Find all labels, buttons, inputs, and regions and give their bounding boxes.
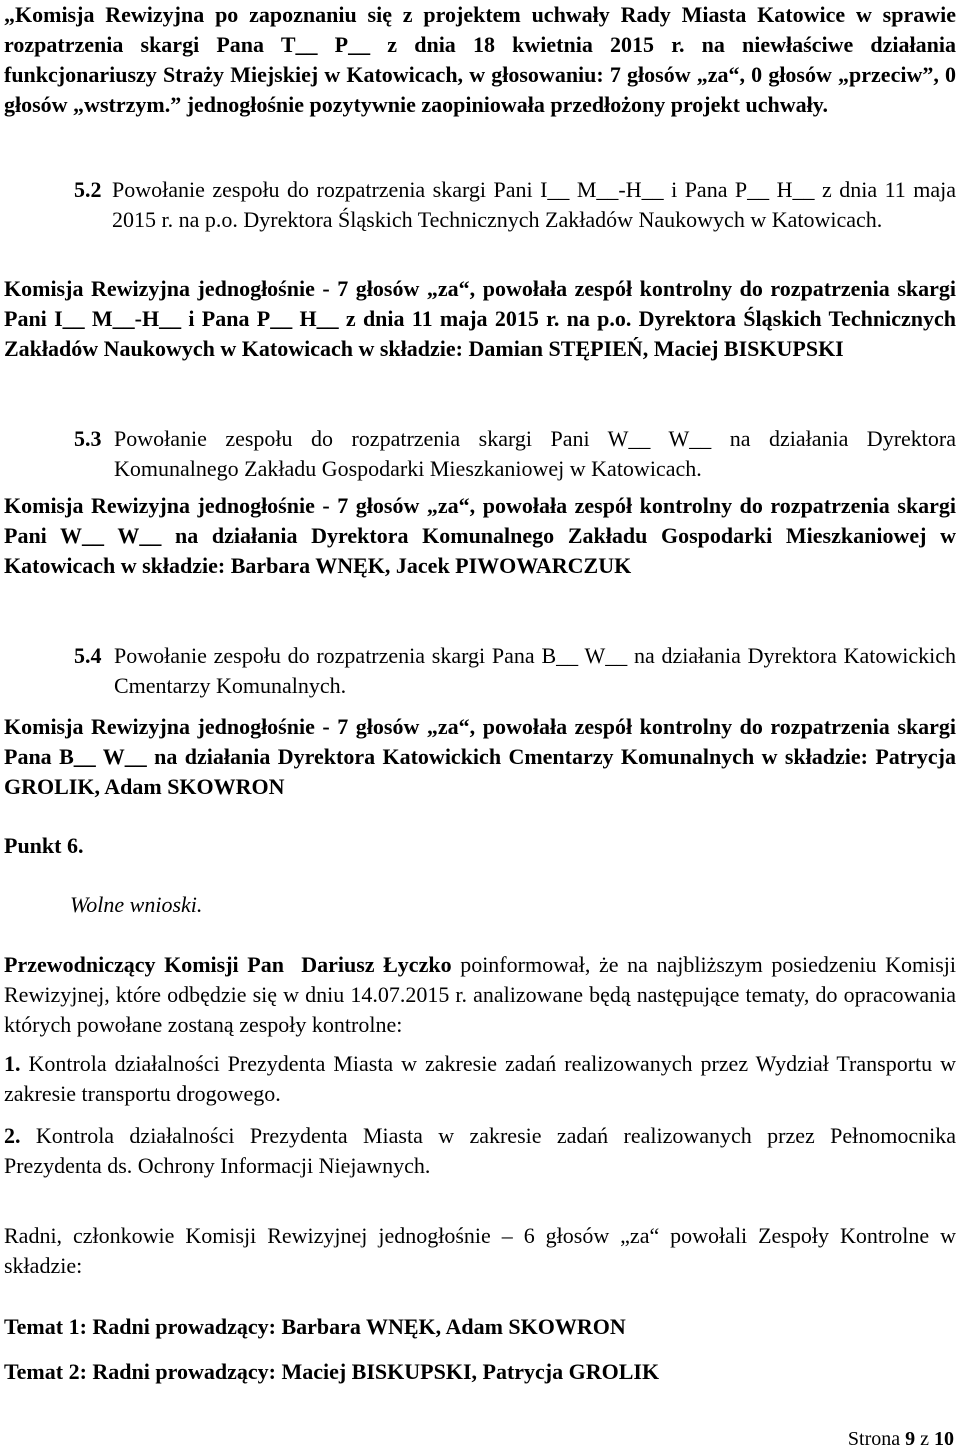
punkt-subtitle: Wolne wnioski. (70, 892, 203, 917)
chairman-paragraph (4, 950, 956, 1040)
decision-text: Komisja Rewizyjna jednogłośnie - 7 głosów „za“, powołała zespół kontrolny do rozpatrzenia skargi Pani W__ W__ na działania Dyrektora Komunalnego Zakładu Gospodarki Mieszkaniowej w Katowicach w składzie: Barbara WNĘK, Jacek PIWOWARCZUK (4, 493, 956, 578)
item-number: 5.4 (74, 643, 102, 668)
decision-text: Komisja Rewizyjna jednogłośnie - 7 głosów „za“, powołała zespół kontrolny do rozpatrzenia skargi Pani I__ M__-H__ i Pana P__ H__ z dnia 11 maja 2015 r. na p.o. Dyrektora Śląskich Technicznych Zakładów Naukowych w Katowicach w składzie: Damian STĘPIEŃ, Maciej BISKUPSKI (4, 276, 956, 361)
item-5-4-decision (4, 712, 956, 802)
intro-text: „Komisja Rewizyjna po zapoznaniu się z projektem uchwały Rady Miasta Katowice w sprawie rozpatrzenia skargi Pana T__ P__ z dnia 18 kwietnia 2015 r. na niewłaściwe działania funkcjonariuszy Straży Miejskiej w Katowicach, w głosowaniu: 7 głosów „za“, 0 głosów „przeciw”, 0 głosów „wstrzym.” jednogłośnie pozytywnie zaopiniowała przedłożony projekt uchwały. (4, 2, 956, 117)
footer-total-pages: 10 (934, 1428, 954, 1450)
item-number: 5.2 (74, 177, 102, 202)
item-number: 5.3 (74, 426, 102, 451)
topic-text: Kontrola działalności Prezydenta Miasta w zakresie zadań realizowanych przez Wydział Transportu w zakresie transportu drogowego. (4, 1051, 956, 1106)
item-title: Powołanie zespołu do rozpatrzenia skargi Pani W__ W__ na działania Dyrektora Komunalnego Zakładu Gospodarki Mieszkaniowej w Katowicach. (114, 426, 956, 481)
footer-separator: z (920, 1428, 929, 1450)
item-5-2-decision (4, 274, 956, 364)
footer-label: Strona (847, 1428, 901, 1450)
intro-paragraph (4, 0, 956, 120)
page-footer (848, 1427, 954, 1451)
resolution-text: Radni, członkowie Komisji Rewizyjnej jednogłośnie – 6 głosów „za“ powołali Zespoły Kontrolne w składzie: (4, 1223, 956, 1278)
topic-1 (4, 1049, 956, 1109)
item-5-4 (74, 641, 956, 701)
team-1: Temat 1: Radni prowadzący: Barbara WNĘK, Adam SKOWRON (4, 1314, 626, 1339)
topic-number: 1. (4, 1051, 21, 1076)
topic-2 (4, 1121, 956, 1181)
item-5-3 (74, 424, 956, 484)
chairman-name: Przewodniczący Komisji Pan Dariusz Łyczko (4, 952, 452, 977)
punkt-heading: Punkt 6. (4, 833, 84, 858)
item-5-3-decision (4, 491, 956, 581)
decision-text: Komisja Rewizyjna jednogłośnie - 7 głosów „za“, powołała zespół kontrolny do rozpatrzenia skargi Pana B__ W__ na działania Dyrektora Katowickich Cmentarzy Komunalnych w składzie: Patrycja GROLIK, Adam SKOWRON (4, 714, 956, 799)
footer-page-number: 9 (905, 1428, 916, 1450)
team-2: Temat 2: Radni prowadzący: Maciej BISKUPSKI, Patrycja GROLIK (4, 1359, 660, 1384)
item-title: Powołanie zespołu do rozpatrzenia skargi Pana B__ W__ na działania Dyrektora Katowickich Cmentarzy Komunalnych. (114, 643, 956, 698)
topic-text: Kontrola działalności Prezydenta Miasta w zakresie zadań realizowanych przez Pełnomocnika Prezydenta ds. Ochrony Informacji Niejawnych. (4, 1123, 956, 1178)
item-title: Powołanie zespołu do rozpatrzenia skargi Pani I__ M__-H__ i Pana P__ H__ z dnia 11 maja 2015 r. na p.o. Dyrektora Śląskich Technicznych Zakładów Naukowych w Katowicach. (112, 177, 956, 232)
item-5-2 (74, 175, 956, 235)
chairman-text: poinformował, że na najbliższym posiedzeniu Komisji Rewizyjnej, które odbędzie się w dniu 14.07.2015 r. analizowane będą następujące tematy, do opracowania których powołane zostaną zespoły kontrolne: (4, 952, 956, 1037)
resolution-paragraph (4, 1221, 956, 1281)
topic-number: 2. (4, 1123, 21, 1148)
